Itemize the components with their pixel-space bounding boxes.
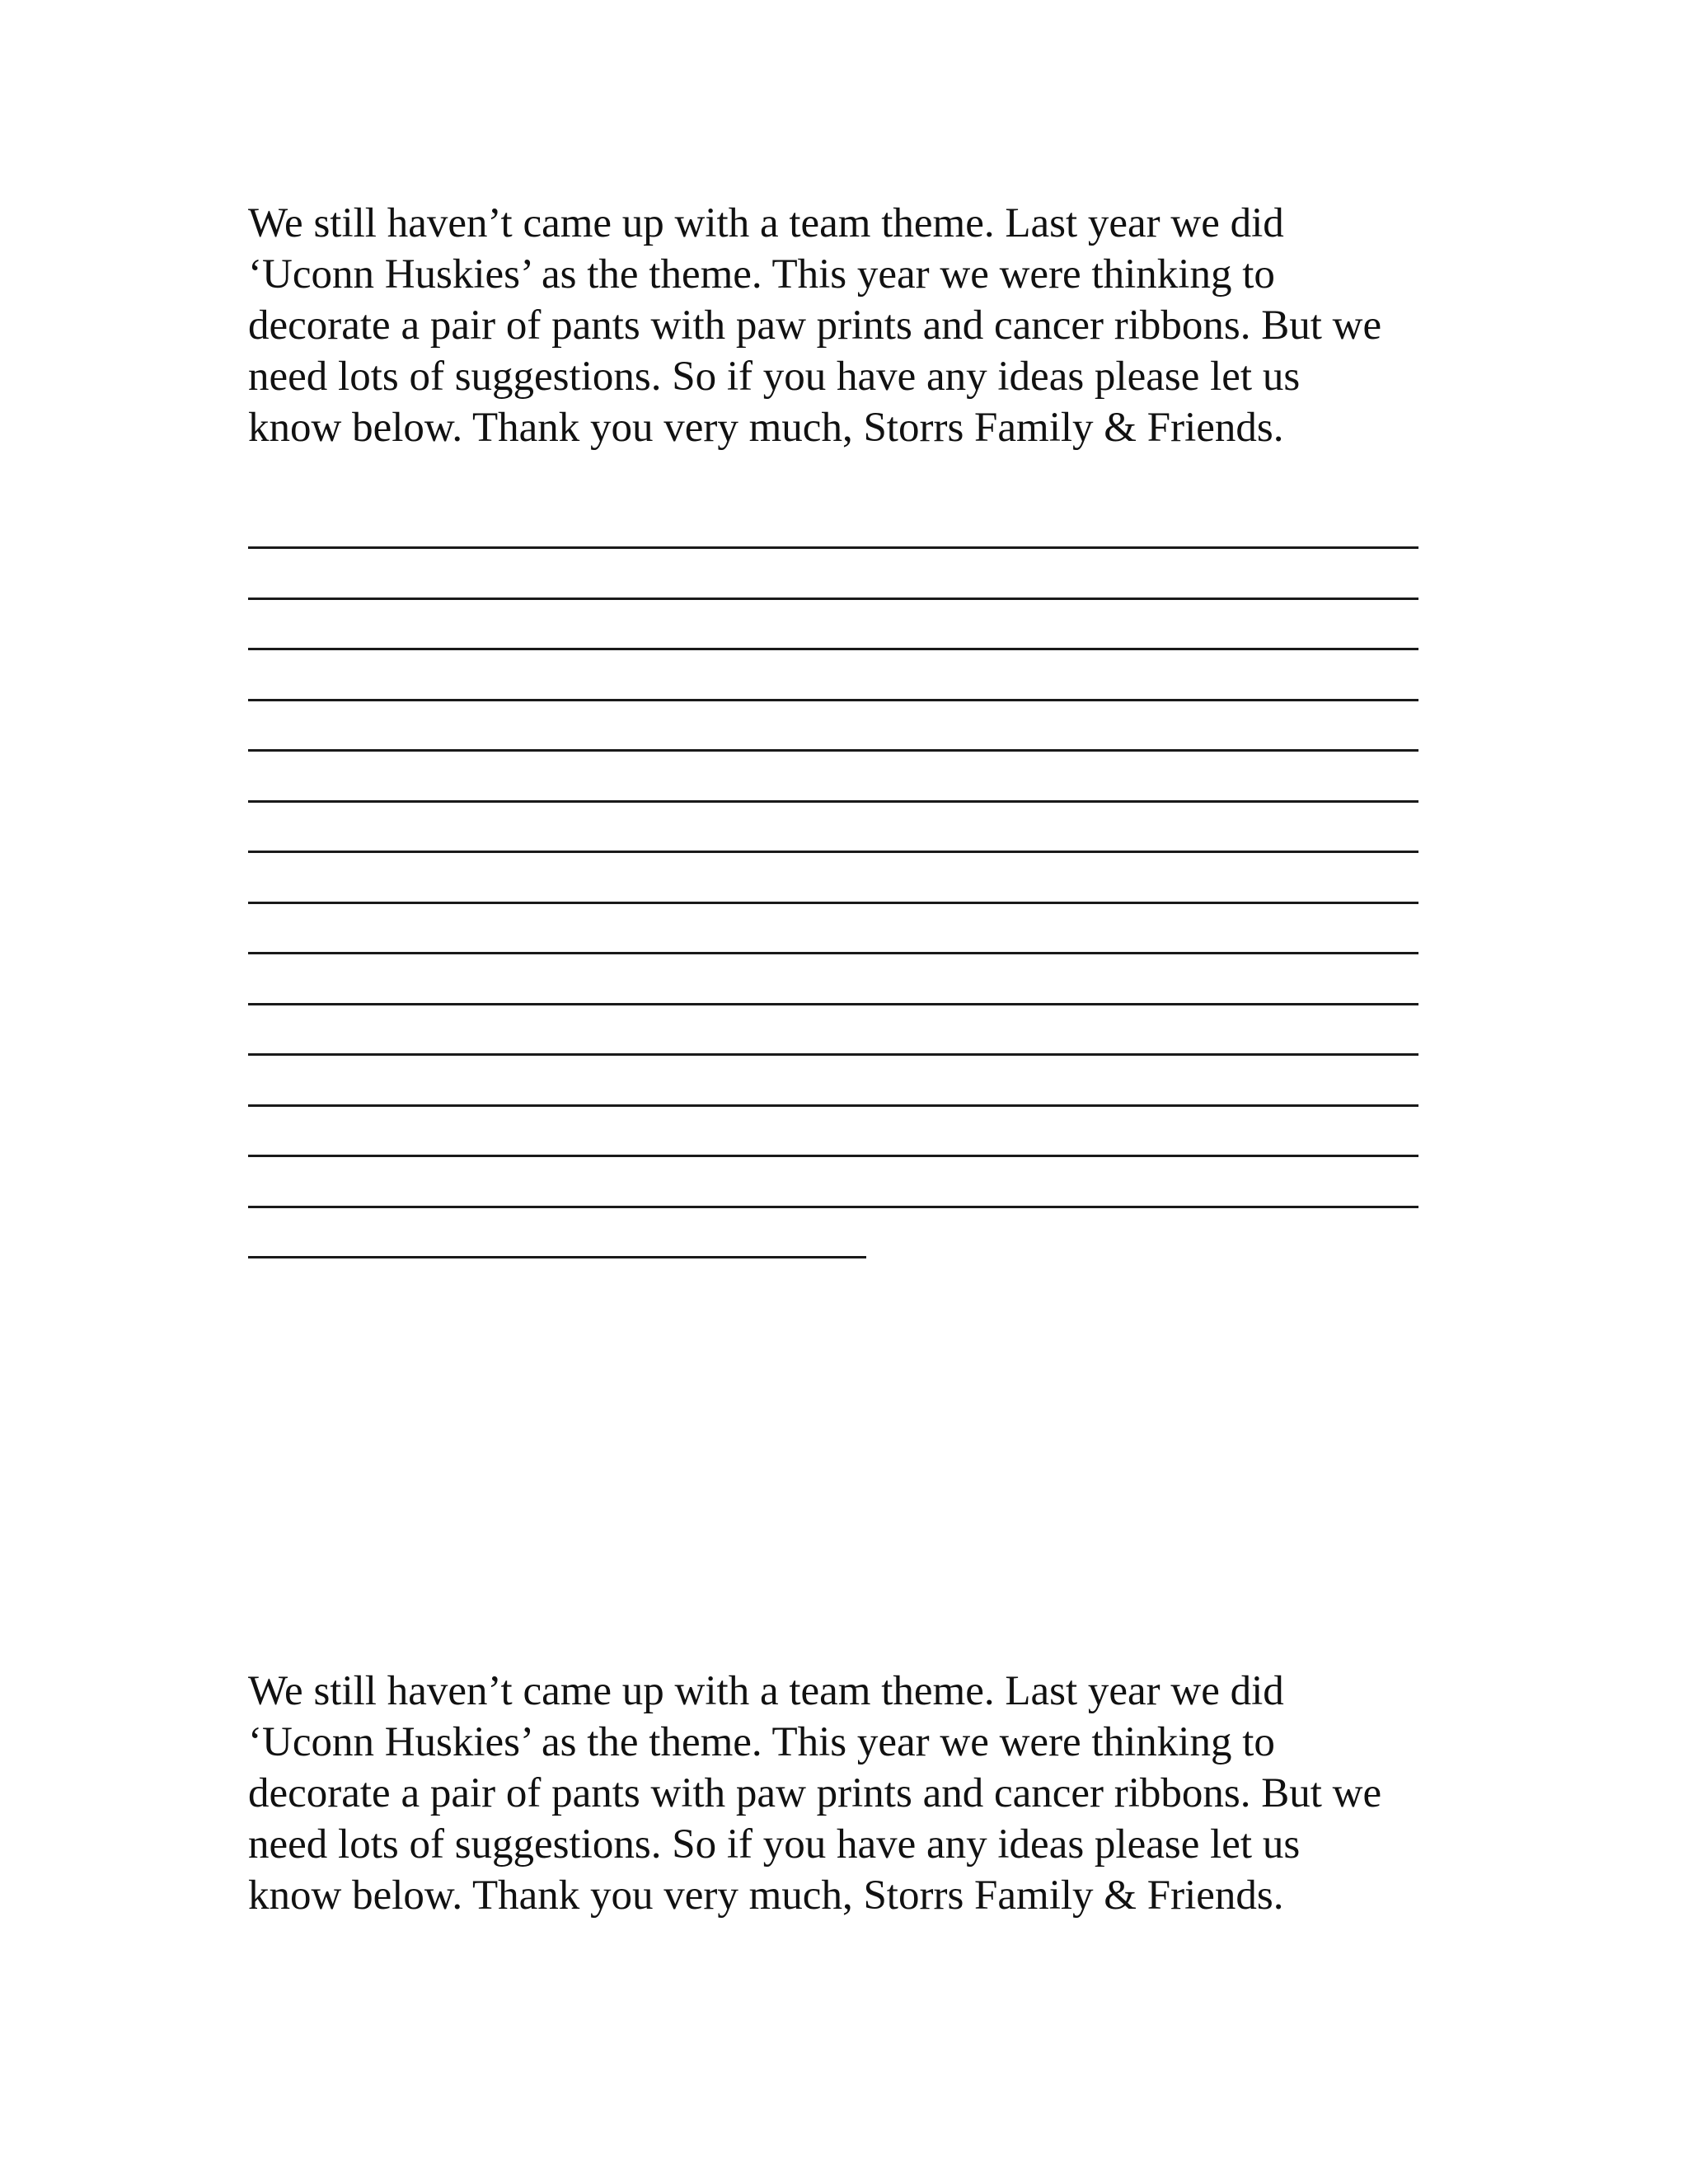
blank-response-line bbox=[248, 648, 1418, 650]
paragraph-line: know below. Thank you very much, Storrs Family & Friends. bbox=[248, 405, 1284, 451]
theme-request-paragraph-bottom bbox=[248, 1666, 1468, 1921]
blank-response-line bbox=[248, 699, 1418, 701]
blank-response-line bbox=[248, 851, 1418, 853]
paragraph-line: need lots of suggestions. So if you have any ideas please let us bbox=[248, 1821, 1301, 1868]
paragraph-line: need lots of suggestions. So if you have any ideas please let us bbox=[248, 354, 1301, 400]
blank-response-line bbox=[248, 952, 1418, 954]
blank-response-line bbox=[248, 1104, 1418, 1107]
paragraph-line: We still haven’t came up with a team theme. Last year we did bbox=[248, 1668, 1284, 1714]
paragraph-line: We still haven’t came up with a team theme. Last year we did bbox=[248, 200, 1284, 246]
paragraph-line: know below. Thank you very much, Storrs Family & Friends. bbox=[248, 1872, 1284, 1919]
paragraph-line: decorate a pair of pants with paw prints and cancer ribbons. But we bbox=[248, 1770, 1382, 1816]
paragraph-line: decorate a pair of pants with paw prints and cancer ribbons. But we bbox=[248, 302, 1382, 349]
blank-response-line bbox=[248, 749, 1418, 752]
blank-response-line bbox=[248, 1206, 1418, 1208]
blank-response-line bbox=[248, 1003, 1418, 1005]
blank-response-line bbox=[248, 1155, 1418, 1157]
blank-response-line bbox=[248, 902, 1418, 904]
blank-response-line bbox=[248, 598, 1418, 600]
suggestion-writing-lines bbox=[248, 0, 1418, 1269]
blank-response-line bbox=[248, 1053, 1418, 1056]
paragraph-line: ‘Uconn Huskies’ as the theme. This year we were thinking to bbox=[248, 251, 1275, 298]
blank-response-line bbox=[248, 546, 1418, 549]
paragraph-line: ‘Uconn Huskies’ as the theme. This year we were thinking to bbox=[248, 1719, 1275, 1765]
blank-response-line-short bbox=[248, 1256, 866, 1258]
blank-response-line bbox=[248, 800, 1418, 803]
